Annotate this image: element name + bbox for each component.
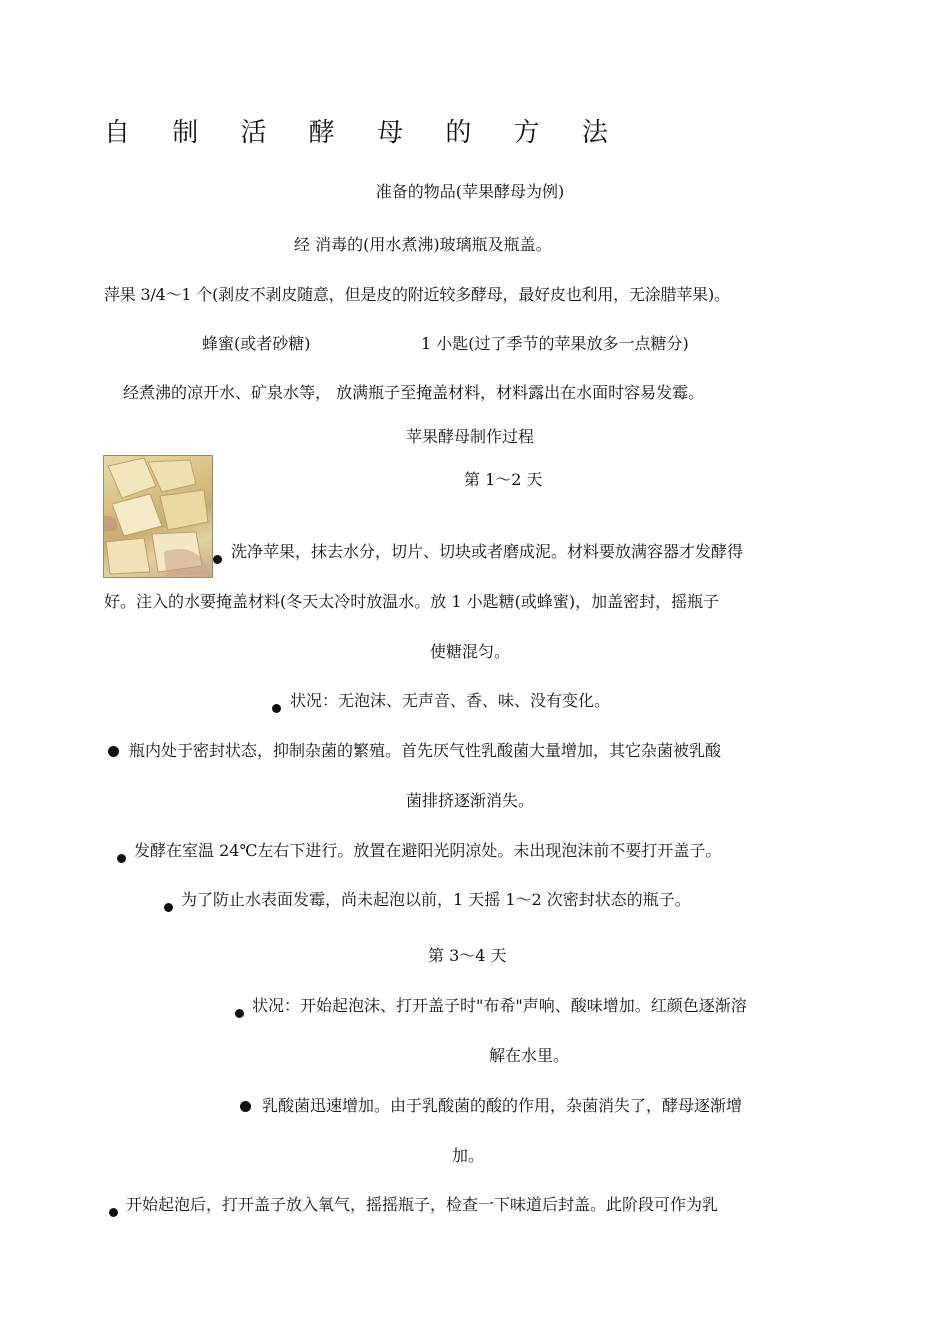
day3-lactic-line1: 乳酸菌迅速增加。由于乳酸菌的酸的作用，杂菌消失了，酵母逐渐增 bbox=[262, 1096, 743, 1115]
day1-status: 状况：无泡沫、无声音、香、味、没有变化。 bbox=[290, 691, 611, 710]
day1-wash-line3: 使糖混匀。 bbox=[429, 642, 510, 661]
day3-status-line1: 状况：开始起泡沫、打开盖子时"布希"声响、酸味增加。红颜色逐渐溶 bbox=[252, 996, 747, 1015]
day1-label: 第 1～2 天 bbox=[464, 470, 543, 489]
prep-heading: 准备的物品(苹果酵母为例) bbox=[375, 182, 565, 201]
sliced-apple-in-jar-photo bbox=[103, 455, 213, 578]
bullet-icon bbox=[235, 1009, 244, 1018]
bullet-icon bbox=[213, 555, 222, 564]
bullet-icon bbox=[109, 1208, 118, 1217]
process-heading: 苹果酵母制作过程 bbox=[405, 427, 534, 446]
bullet-icon bbox=[164, 903, 173, 912]
day3-lactic-line2: 加。 bbox=[452, 1146, 485, 1165]
bullet-icon bbox=[117, 854, 126, 863]
day1-shake: 为了防止水表面发霉，尚未起泡以前，1 天摇 1～2 次密封状态的瓶子。 bbox=[181, 890, 691, 909]
day1-sealed-line1: 瓶内处于密封状态，抑制杂菌的繁殖。首先厌气性乳酸菌大量增加，其它杂菌被乳酸 bbox=[129, 741, 722, 760]
day1-wash-line1: 洗净苹果，抹去水分，切片、切块或者磨成泥。材料要放满容器才发酵得 bbox=[231, 542, 744, 561]
prep-apple: 萍果 3/4～1 个(剥皮不剥皮随意，但是皮的附近较多酵母，最好皮也利用，无涂腊苹果)。 bbox=[104, 285, 730, 304]
bullet-icon bbox=[108, 746, 119, 757]
prep-honey-amount: 1 小匙(过了季节的苹果放多一点糖分) bbox=[421, 334, 689, 353]
day1-wash-line2: 好。注入的水要掩盖材料(冬天太冷时放温水。放 1 小匙糖(或蜂蜜)，加盖密封，摇瓶子 bbox=[104, 592, 720, 611]
day3-open-line1: 开始起泡后，打开盖子放入氧气，摇摇瓶子，检查一下味道后封盖。此阶段可作为乳 bbox=[126, 1195, 719, 1214]
page-title: 自 制 活 酵 母 的 方 法 bbox=[104, 118, 625, 148]
prep-honey: 蜂蜜(或者砂糖) bbox=[202, 334, 311, 353]
bullet-icon bbox=[240, 1101, 251, 1112]
day3-label: 第 3～4 天 bbox=[428, 946, 507, 965]
day1-sealed-line2: 菌排挤逐渐消失。 bbox=[405, 791, 534, 810]
day1-temp: 发酵在室温 24℃左右下进行。放置在避阳光阴凉处。未出现泡沫前不要打开盖子。 bbox=[134, 841, 722, 860]
bullet-icon bbox=[272, 704, 281, 713]
prep-water: 经煮沸的凉开水、矿泉水等， 放满瓶子至掩盖材料，材料露出在水面时容易发霉。 bbox=[123, 383, 705, 402]
day3-status-line2: 解在水里。 bbox=[489, 1046, 570, 1065]
prep-bottle: 经 消毒的(用水煮沸)玻璃瓶及瓶盖。 bbox=[294, 235, 552, 254]
